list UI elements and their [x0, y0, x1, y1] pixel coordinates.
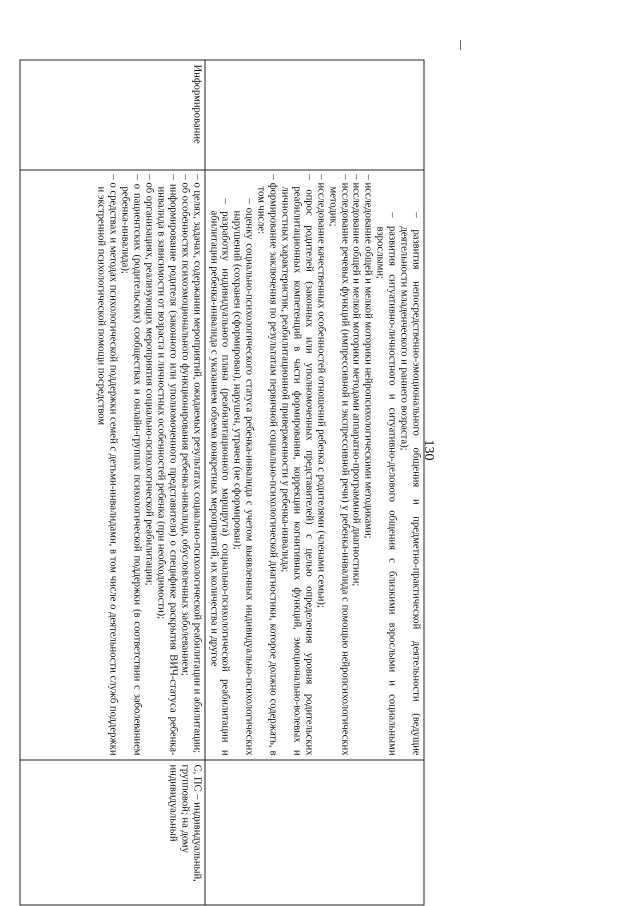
content-list: [207, 175, 421, 756]
activity-cell: Информирование: [20, 60, 205, 170]
rotated-table-wrapper: [80, 60, 425, 905]
page-number: 130: [421, 439, 436, 461]
list-item: – исследование качественных особенностей отношений ребенка с родителями (членами семьи);: [315, 174, 327, 608]
list-item: – формирование заключения по результатам первичной социально-психологической диагностики, которое должно содержать, в том числе:: [255, 174, 279, 756]
forms-cell: [205, 760, 424, 905]
list-item: – исследование общей и мелкой моторики методами аппаратно-программной диагностики;: [350, 174, 362, 587]
list-item: – о целях, задачах, содержании мероприятий, ожидаемых результатах социально-психологической реабилитации и абилитации;: [191, 174, 203, 754]
activity-cell: [205, 60, 424, 170]
content-cell: [20, 170, 205, 760]
list-item: – оценку социально-психологического статуса ребенка-инвалида с учетом выявленных индивидуально-психологических нарушений (сохранен (сформирован), нарушен, утрачен (не сформирован);: [231, 198, 255, 756]
list-item: – исследование общей и мелкой моторики нейропсихологическими методиками;: [362, 174, 374, 539]
table-row: [20, 60, 205, 905]
scan-artifact-mark: [460, 40, 461, 50]
content-cell: [205, 170, 424, 760]
list-item: – о средствах и методах психологической поддержки семей с детьми-инвалидами, в том числе о деятельности служб поддержки и экстренной психологической помощи посредством: [95, 174, 119, 756]
forms-cell: С, ПС – индивидуальный, групповой; на дому индивидуальный: [20, 760, 205, 905]
list-item: – развития ситуативно-личностного и ситуативно-делового общения с близкими взрослыми и социальными взрослыми;: [374, 212, 398, 756]
list-item: – информирование родителя (законного или уполномоченного представителя) о специфике раскрытия ВИЧ-статуса ребенка-инвалида в зависимости от возраста и личностных особенностей ребенка (при необходимости);: [155, 174, 179, 756]
list-item: – об организациях, реализующих мероприятия социально-психологической реабилитации;: [143, 174, 155, 586]
list-item: – об особенностях психоэмоционального функционирования ребенка-инвалида, обусловленных заболеванием;: [179, 174, 191, 676]
list-item: – о пациентских (родительских) сообществах и онлайн-группах психологической поддержки (в соответствии с заболеванием ребенка-инвалида);: [119, 174, 143, 756]
list-item: – разработку индивидуального плана (реабилитационного маршрута) социально-психологической реабилитации и абилитации ребенка-инвалида с указанием объема конкретных мероприятий, их количества и другое: [208, 198, 231, 756]
list-item: – исследование речевых функций (импрессивной и экспрессивной речи) у ребенка-инвалида с помощью нейропсихологических методик;: [327, 174, 351, 756]
content-list: [95, 175, 202, 756]
rehabilitation-table: [19, 60, 424, 906]
list-item: – развития непосредственно-эмоционального общения и предметно-практической деятельности (ведущие деятельности младенческого и раннего возраста);: [398, 212, 422, 756]
table-row: [205, 60, 424, 905]
list-item: – опрос родителей (законных или уполномоченных представителей) с целью определения уровня родительских реабилитационных компетенций в части формирования, коррекции когнитивных функций, эмоционально-волевых и личностных характеристик, реабилитационной приверженности у ребенка-инвалида;: [279, 174, 315, 756]
